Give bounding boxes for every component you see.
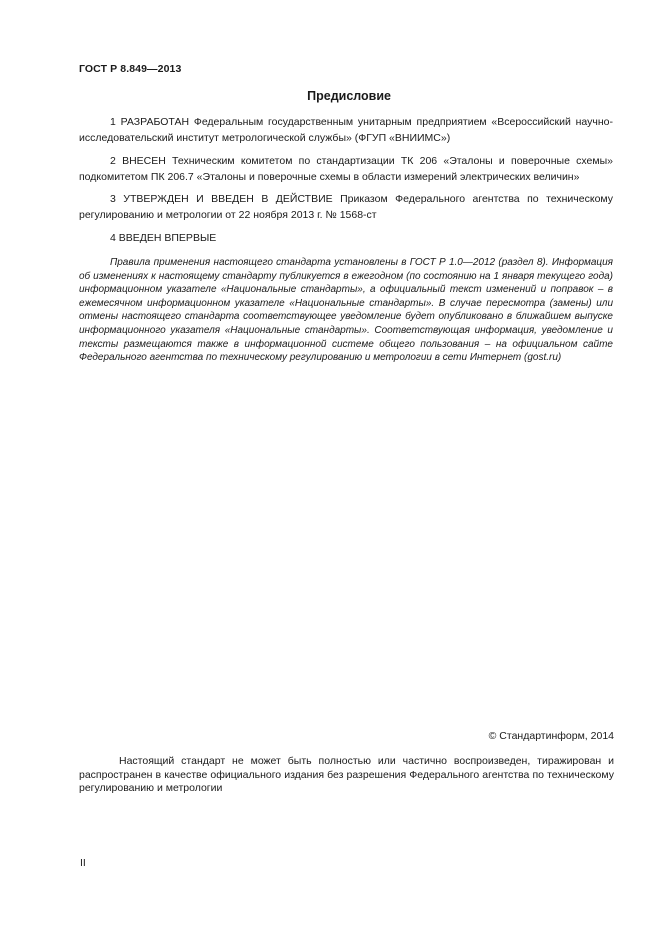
foreword-item-introduced: 2 ВНЕСЕН Техническим комитетом по стандартизации ТК 206 «Эталоны и поверочные схемы» подкомитетом ПК 206.7 «Эталоны и поверочные схемы в области измерений электрических величин» xyxy=(79,155,613,183)
page-number: II xyxy=(80,857,86,869)
foreword-item-developed: 1 РАЗРАБОТАН Федеральным государственным унитарным предприятием «Всероссийский научно-исследовательский институт метрологической службы» (ФГУП «ВНИИМС») xyxy=(79,116,613,144)
reproduction-notice: Настоящий стандарт не может быть полностью или частично воспроизведен, тиражирован и распространен в качестве официального издания без разрешения Федерального агентства по техническому регулированию и метрологии xyxy=(79,755,614,795)
document-code: ГОСТ Р 8.849—2013 xyxy=(79,63,182,75)
foreword-item-first-introduced: 4 ВВЕДЕН ВПЕРВЫЕ xyxy=(110,232,217,244)
copyright-notice: © Стандартинформ, 2014 xyxy=(488,730,614,742)
foreword-item-approved: 3 УТВЕРЖДЕН И ВВЕДЕН В ДЕЙСТВИЕ Приказом Федерального агентства по техническому регулированию и метрологии от 22 ноября 2013 г. № 1568-ст xyxy=(79,193,613,221)
rules-note: Правила применения настоящего стандарта установлены в ГОСТ Р 1.0—2012 (раздел 8). Информация об изменениях к настоящему стандарту публикуется в ежегодном (по состоянию на 1 января текущего года) информационном указателе «Национальные стандарты», а официальный текст изменений и поправок – в ежемесячном информационном указателе «Национальные стандарты». В случае пересмотра (замены) или отмены настоящего стандарта соответствующее уведомление будет опубликовано в ближайшем выпуске информационного указателя «Национальные стандарты». Соответствующая информация, уведомление и тексты размещаются также в информационной системе общего пользования – на официальном сайте Федерального агентства по техническому регулированию и метрологии в сети Интернет (gost.ru) xyxy=(79,257,613,364)
foreword-title: Предисловие xyxy=(307,89,391,103)
